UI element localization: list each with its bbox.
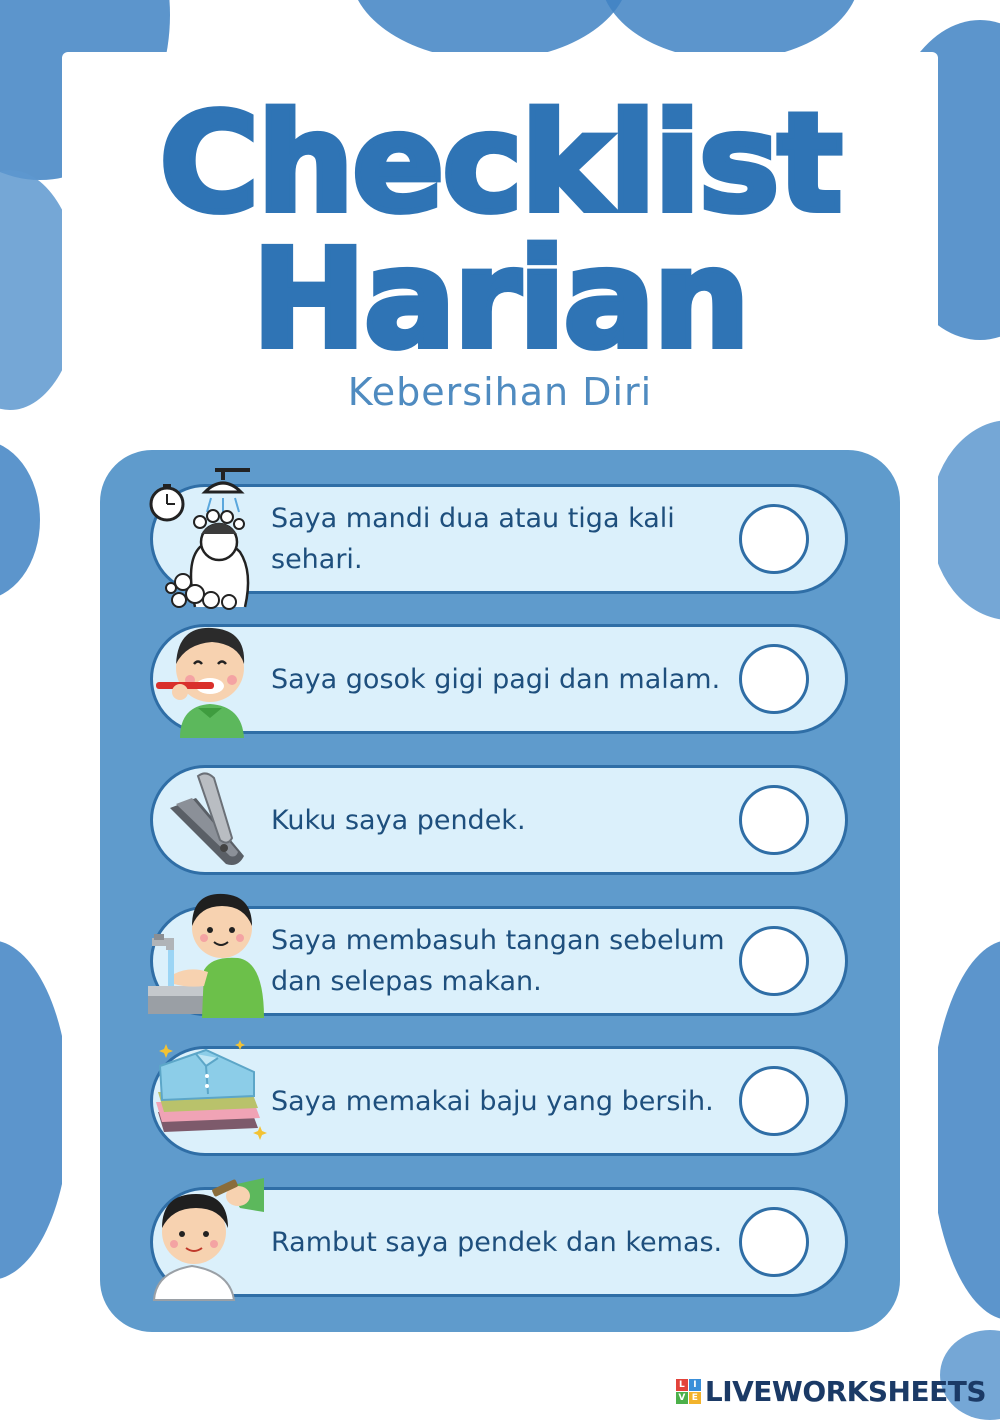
checkbox-circle[interactable] [739,1066,809,1136]
checkbox-circle[interactable] [739,644,809,714]
background-blob [0,440,40,600]
checkbox-circle[interactable] [739,926,809,996]
checkbox-circle[interactable] [739,1207,809,1277]
logo-letter: I [689,1379,701,1391]
background-blob [930,940,1000,1320]
checklist-item-label: Kuku saya pendek. [271,804,526,836]
logo-letter: E [689,1392,701,1404]
checkbox-circle[interactable] [739,785,809,855]
page-subtitle: Kebersihan Diri [347,370,653,414]
liveworksheets-logo-icon [676,1379,701,1404]
page-title-line1: Checklist [159,85,841,243]
toothbrush-icon [150,620,250,738]
hand-washing-icon [146,886,266,1018]
background-blob [0,940,70,1280]
haircut-icon [150,1172,270,1300]
page-title-line2: Harian [252,221,748,379]
checklist-item-label: Saya gosok gigi pagi dan malam. [271,663,721,695]
checkbox-circle[interactable] [739,504,809,574]
brand-name: LIVEWORKSHEETS [704,1374,986,1408]
checklist-item-nails [150,765,848,875]
shower-icon [145,462,255,612]
checklist-item-label: Saya membasuh tangan sebelum dan selepas makan. [271,925,725,997]
checklist-item-label: Saya memakai baju yang bersih. [271,1085,714,1117]
liveworksheets-brand [676,1374,986,1408]
logo-letter: V [676,1392,688,1404]
background-blob [930,420,1000,620]
checklist-item-teeth [150,624,848,734]
logo-letter: L [676,1379,688,1391]
nail-clipper-icon [162,768,254,870]
checklist-item-label: Rambut saya pendek dan kemas. [271,1226,723,1258]
checklist-item-label: Saya mandi dua atau tiga kali sehari. [271,503,675,575]
folded-clothes-icon [144,1036,270,1144]
background-blob [350,0,630,60]
background-blob [600,0,860,60]
